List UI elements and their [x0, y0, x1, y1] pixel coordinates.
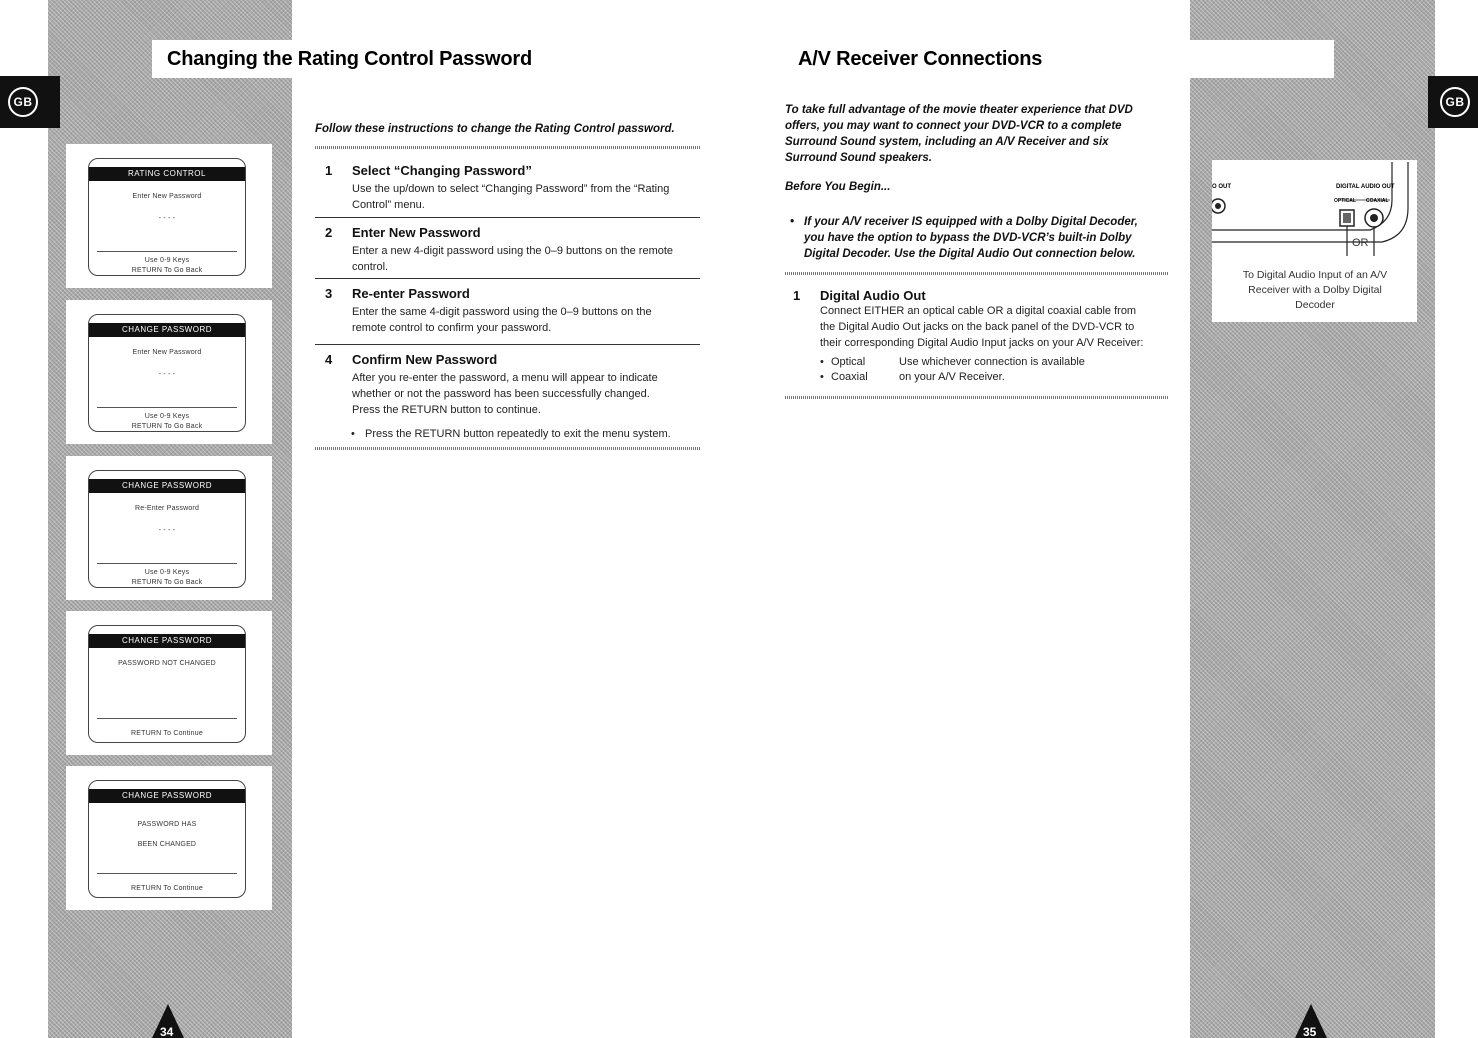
right-bottom-divider: [785, 396, 1168, 399]
right-note-divider: [785, 272, 1168, 275]
step-body-line: Use the up/down to select “Changing Password” from the “Rating: [352, 183, 670, 195]
tv-screen: [88, 314, 246, 432]
left-page-title: Changing the Rating Control Password: [167, 48, 533, 70]
right-step-number: 1: [793, 288, 801, 303]
tv-screen-footer: RETURN To Continue: [131, 730, 203, 737]
optical-label: OPTICAL: [1334, 198, 1356, 204]
tv-screen-footer: RETURN To Go Back: [131, 579, 203, 586]
step-body: [352, 370, 712, 418]
tv-screen-line: - - - -: [158, 371, 176, 378]
tv-screen-line: PASSWORD NOT CHANGED: [118, 660, 216, 667]
left-intro: Follow these instructions to change the Rating Control password.: [315, 123, 675, 135]
left-bullet-text: Press the RETURN button repeatedly to exit the menu system.: [365, 428, 671, 440]
option-bullet-icon: •: [820, 356, 824, 368]
tv-screen-line: Enter New Password: [132, 349, 202, 356]
tv-screen-frame: [66, 144, 272, 288]
gb-badge-icon-right: GB: [1440, 87, 1470, 117]
tv-screen-footer: RETURN To Continue: [131, 885, 203, 892]
step-divider: [315, 344, 700, 345]
right-note-line: you have the option to bypass the DVD-VCR’s built-in Dolby: [804, 232, 1132, 244]
left-language-tab: [0, 76, 60, 128]
right-step-body: [820, 303, 1180, 351]
tv-screen-frame: [66, 611, 272, 755]
before-you-begin: Before You Begin...: [785, 181, 891, 193]
step-number: 4: [325, 352, 333, 367]
tv-screen-footer: Use 0-9 Keys: [144, 413, 190, 420]
tv-screen: [88, 470, 246, 588]
step-title: Enter New Password: [352, 225, 481, 240]
tv-screen-footer: RETURN To Go Back: [131, 423, 203, 430]
step-number: 1: [325, 163, 333, 178]
left-intro-divider: [315, 146, 700, 149]
tv-screen-footer: Use 0-9 Keys: [144, 569, 190, 576]
or-label: OR: [1352, 237, 1369, 249]
right-margin-band: [1190, 0, 1435, 1038]
right-step-line: the Digital Audio Out jacks on the back panel of the DVD-VCR to: [820, 321, 1135, 333]
audio-out-label: O OUT: [1212, 184, 1231, 190]
diagram-caption: [1220, 268, 1410, 313]
tv-screen: [88, 158, 246, 276]
diagram-caption-line: To Digital Audio Input of an A/V: [1242, 269, 1388, 281]
step-title: Re-enter Password: [352, 286, 470, 301]
right-page-number: 35: [1303, 1025, 1317, 1038]
tv-menu-header: RATING CONTROL: [89, 167, 245, 181]
right-intro-line: To take full advantage of the movie theater experience that DVD: [785, 104, 1133, 116]
right-page-title: A/V Receiver Connections: [798, 48, 1043, 70]
connection-diagram: [1212, 160, 1417, 322]
option-desc: on your A/V Receiver.: [899, 371, 1005, 383]
left-bottom-divider: [315, 447, 700, 450]
tv-screen-line: - - - -: [158, 527, 176, 534]
right-intro-line: Surround Sound system, including an A/V Receiver and six: [785, 136, 1109, 148]
right-intro-line: Surround Sound speakers.: [785, 152, 932, 164]
tv-screen-frame: [66, 300, 272, 444]
gb-badge-icon: GB: [8, 87, 38, 117]
tv-screen-separator: [97, 407, 237, 408]
tv-screen-separator: [97, 718, 237, 719]
step-number: 3: [325, 286, 333, 301]
step-number: 2: [325, 225, 333, 240]
tv-screen-line: - - - -: [158, 215, 176, 222]
tv-screen: [88, 625, 246, 743]
step-body-line: Enter the same 4-digit password using the 0–9 buttons on the: [352, 306, 652, 318]
tv-screen: [88, 780, 246, 898]
step-body: [352, 243, 712, 275]
step-body-line: Enter a new 4-digit password using the 0–9 buttons on the remote: [352, 245, 674, 257]
tv-screen-frame: [66, 456, 272, 600]
tv-menu-header: CHANGE PASSWORD: [89, 789, 245, 803]
step-body-line: After you re-enter the password, a menu will appear to indicate: [352, 372, 658, 384]
step-body-line: Press the RETURN button to continue.: [352, 404, 541, 416]
step-title: Confirm New Password: [352, 352, 498, 367]
tv-screen-line: Re-Enter Password: [134, 505, 200, 512]
tv-screen-separator: [97, 251, 237, 252]
bullet-mark-icon: •: [351, 428, 355, 440]
right-note-line: If your A/V receiver IS equipped with a Dolby Digital Decoder,: [804, 216, 1138, 228]
step-body-line: control.: [352, 261, 389, 273]
back-panel-illustration: [1212, 160, 1417, 260]
step-title: Select “Changing Password”: [352, 163, 532, 178]
step-body: [352, 181, 712, 213]
tv-screen-line: Enter New Password: [132, 193, 202, 200]
right-intro: [785, 102, 1185, 166]
tv-menu-header: CHANGE PASSWORD: [89, 634, 245, 648]
right-note-line: Digital Decoder. Use the Digital Audio Out connection below.: [804, 248, 1136, 260]
diagram-caption-line: Decoder: [1295, 299, 1335, 311]
step-body-line: remote control to confirm your password.: [352, 322, 552, 334]
left-bullet: [351, 426, 711, 442]
diagram-caption-line: Receiver with a Dolby Digital: [1248, 284, 1382, 296]
right-step-line: their corresponding Digital Audio Input jacks on your A/V Receiver:: [820, 337, 1144, 349]
option-row-coaxial: [820, 369, 1180, 384]
option-row-optical: [820, 354, 1180, 369]
tv-menu-header: CHANGE PASSWORD: [89, 323, 245, 337]
option-desc: Use whichever connection is available: [899, 356, 1085, 368]
right-step-line: Connect EITHER an optical cable OR a digital coaxial cable from: [820, 305, 1137, 317]
tv-screen-footer: Use 0-9 Keys: [144, 257, 190, 264]
step-body-line: whether or not the password has been successfully changed.: [352, 388, 650, 400]
right-options: [820, 354, 1180, 384]
option-name: Coaxial: [831, 371, 868, 383]
coaxial-label: COAXIAL: [1366, 198, 1389, 204]
step-body-line: Control” menu.: [352, 199, 425, 211]
step-body: [352, 304, 712, 336]
digital-audio-out-label: DIGITAL AUDIO OUT: [1336, 184, 1395, 190]
left-page-number: 34: [160, 1025, 174, 1038]
right-language-tab: [1428, 76, 1478, 128]
option-name: Optical: [831, 356, 866, 368]
tv-screen-separator: [97, 563, 237, 564]
step-divider: [315, 278, 700, 279]
step-divider: [315, 217, 700, 218]
right-note: [790, 214, 1180, 262]
tv-screen-line: PASSWORD HAS: [137, 821, 197, 828]
tv-menu-header: CHANGE PASSWORD: [89, 479, 245, 493]
tv-screen-frame: [66, 766, 272, 910]
right-step-title: Digital Audio Out: [820, 288, 926, 303]
tv-screen-separator: [97, 873, 237, 874]
tv-screen-line: BEEN CHANGED: [137, 841, 197, 848]
right-intro-line: offers, you may want to connect your DVD-VCR to a complete: [785, 120, 1122, 132]
note-bullet-icon: •: [790, 216, 795, 228]
tv-screen-footer: RETURN To Go Back: [131, 267, 203, 274]
option-bullet-icon: •: [820, 371, 824, 383]
